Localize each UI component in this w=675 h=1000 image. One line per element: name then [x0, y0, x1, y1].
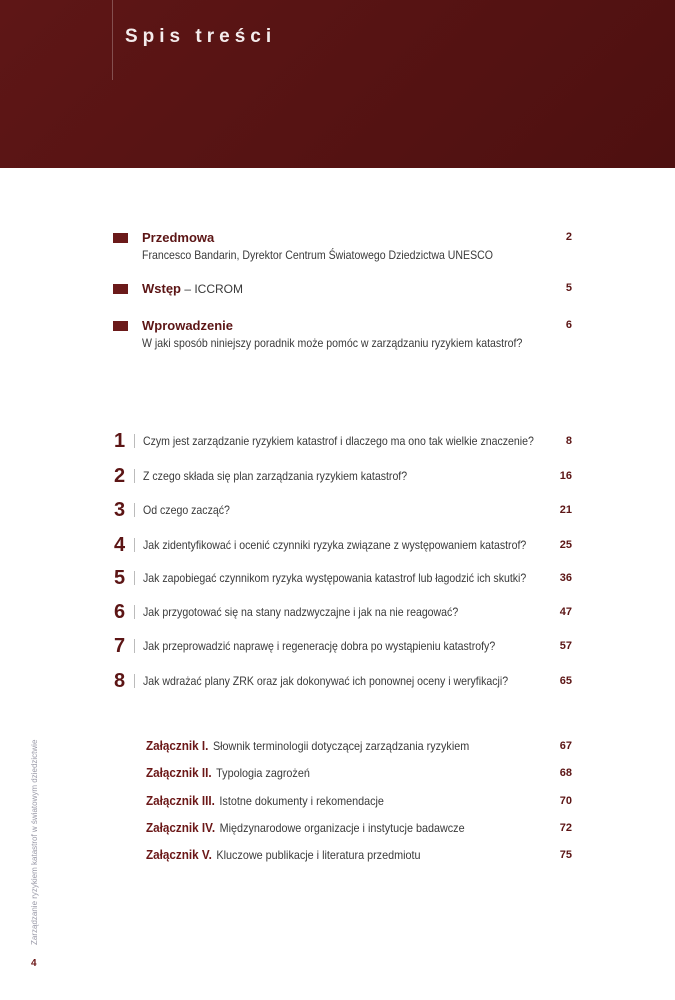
- page-number: 72: [559, 822, 572, 834]
- entry-subtitle: W jaki sposób niniejszy poradnik może pomóc w zarządzaniu ryzykiem katastrof?: [142, 336, 523, 350]
- page-number: 67: [559, 740, 572, 752]
- annex-label: Załącznik V.: [146, 847, 212, 862]
- chapter-number: 3: [114, 499, 126, 521]
- running-title: Zarządzanie ryzykiem katastrof w światowym dziedzictwie: [30, 739, 39, 945]
- bullet-square-icon: [113, 284, 128, 294]
- page-number: 70: [559, 795, 572, 807]
- annex-label: Załącznik IV.: [146, 820, 216, 835]
- page-number: 65: [559, 675, 572, 687]
- chapter-title: Od czego zacząć?: [143, 503, 230, 517]
- chapter-number: 5: [114, 567, 126, 589]
- chapter-title: Z czego składa się plan zarządzania ryzykiem katastrof?: [143, 469, 408, 483]
- annex-title: Kluczowe publikacje i literatura przedmiotu: [216, 848, 421, 862]
- separator-bar: [134, 639, 135, 653]
- annex-label: Załącznik III.: [146, 793, 215, 808]
- page-number: 47: [559, 606, 572, 618]
- page-number: 57: [559, 640, 572, 652]
- separator-bar: [134, 503, 135, 517]
- chapter-title: Jak wdrażać plany ZRK oraz jak dokonywać ich ponownej oceny i weryfikacji?: [143, 674, 509, 688]
- page-number: 68: [559, 767, 572, 779]
- separator-bar: [134, 571, 135, 585]
- chapter-title: Jak przygotować się na stany nadzwyczajne i jak na nie reagować?: [143, 605, 459, 619]
- page-number: 6: [565, 319, 572, 331]
- folio-page-number: 4: [31, 958, 37, 969]
- entry-title: Przedmowa: [142, 230, 215, 245]
- chapter-number: 1: [114, 430, 126, 452]
- annex-label: Załącznik II.: [146, 765, 212, 780]
- chapter-title: Jak zapobiegać czynnikom ryzyka występowania katastrof lub łagodzić ich skutki?: [143, 571, 527, 585]
- chapter-number: 7: [114, 635, 126, 657]
- separator-bar: [134, 469, 135, 483]
- annex-title: Istotne dokumenty i rekomendacje: [219, 794, 384, 808]
- decorative-line: [112, 0, 113, 80]
- bullet-square-icon: [113, 321, 128, 331]
- chapter-title: Czym jest zarządzanie ryzykiem katastrof i dlaczego ma ono tak wielkie znaczenie?: [143, 434, 534, 448]
- page-number: 21: [559, 504, 572, 516]
- annex-title: Typologia zagrożeń: [216, 766, 310, 780]
- entry-title: Wprowadzenie: [142, 318, 234, 333]
- page-number: 5: [565, 282, 572, 294]
- entry-title: Wstęp: [142, 281, 181, 296]
- annex-title: Słownik terminologii dotyczącej zarządzania ryzykiem: [212, 739, 470, 753]
- chapter-title: Jak przeprowadzić naprawę i regenerację dobra po wystąpieniu katastrofy?: [143, 639, 496, 653]
- chapter-number: 4: [114, 534, 126, 556]
- page-number: 75: [559, 849, 572, 861]
- page-title: Spis treści: [125, 26, 277, 47]
- header-band: [0, 0, 675, 168]
- page-number: 8: [565, 435, 572, 447]
- annex-title: Międzynarodowe organizacje i instytucje badawcze: [219, 821, 465, 835]
- page-number: 2: [565, 231, 572, 243]
- chapter-title: Jak zidentyfikować i ocenić czynniki ryzyka związane z występowaniem katastrof?: [143, 538, 527, 552]
- chapter-number: 2: [114, 465, 126, 487]
- separator-bar: [134, 538, 135, 552]
- chapter-number: 8: [114, 670, 126, 692]
- entry-subtitle: Francesco Bandarin, Dyrektor Centrum Światowego Dziedzictwa UNESCO: [142, 248, 493, 262]
- separator-bar: [134, 434, 135, 448]
- entry-suffix: – ICCROM: [181, 282, 244, 296]
- annex-label: Załącznik I.: [146, 738, 209, 753]
- page-number: 16: [559, 470, 572, 482]
- page-number: 36: [559, 572, 572, 584]
- separator-bar: [134, 674, 135, 688]
- chapter-number: 6: [114, 601, 126, 623]
- page-number: 25: [559, 539, 572, 551]
- separator-bar: [134, 605, 135, 619]
- bullet-square-icon: [113, 233, 128, 243]
